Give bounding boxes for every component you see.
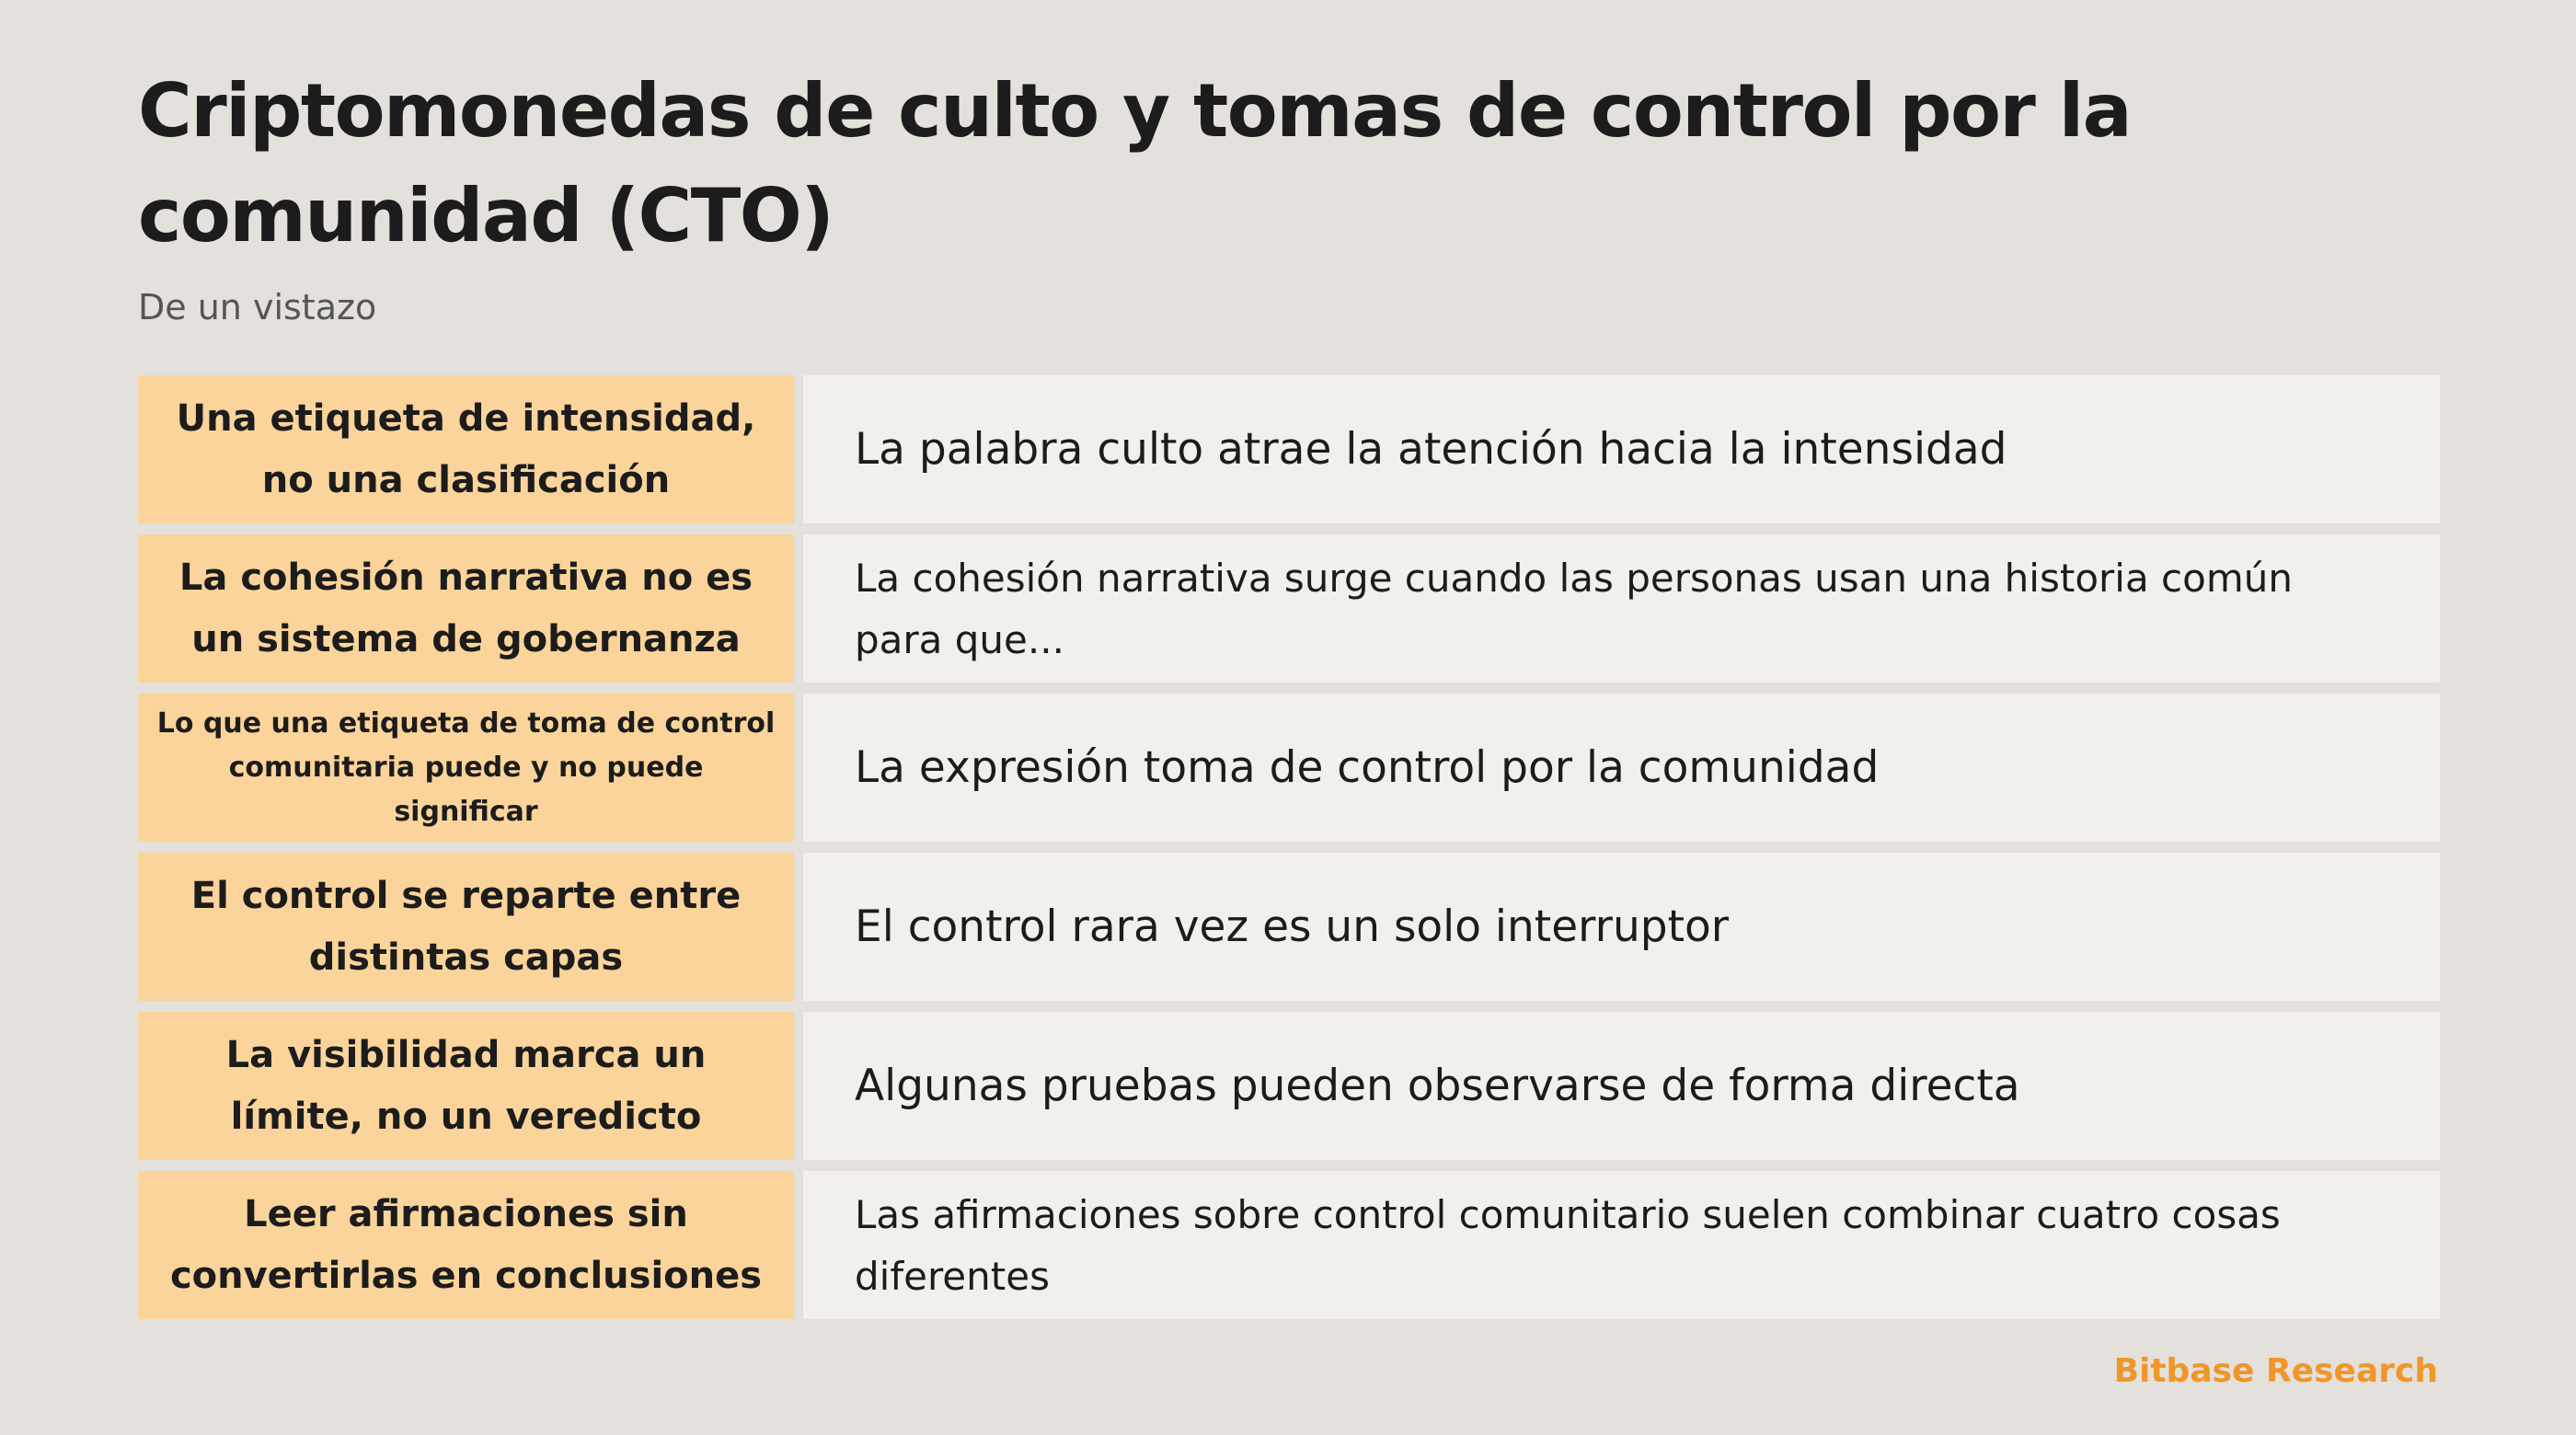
row-label: El control se reparte entre distintas capas [138, 853, 794, 1001]
page-subtitle: De un vistazo [138, 287, 377, 327]
row-label: Una etiqueta de intensidad, no una clasificación [138, 375, 794, 523]
summary-table [138, 375, 2440, 1330]
table-row [138, 694, 2440, 842]
row-description: Las afirmaciones sobre control comunitario suelen combinar cuatro cosas diferentes [803, 1171, 2440, 1319]
row-label: Leer afirmaciones sin convertirlas en conclusiones [138, 1171, 794, 1319]
row-description: La palabra culto atrae la atención hacia la intensidad [803, 375, 2440, 523]
row-description: El control rara vez es un solo interruptor [803, 853, 2440, 1001]
table-row [138, 1171, 2440, 1319]
row-label: Lo que una etiqueta de toma de control comunitaria puede y no puede significar [138, 694, 794, 842]
table-row [138, 1012, 2440, 1160]
row-description: La expresión toma de control por la comunidad [803, 694, 2440, 842]
brand-footer: Bitbase Research [2113, 1352, 2438, 1390]
table-row [138, 375, 2440, 523]
row-description: La cohesión narrativa surge cuando las personas usan una historia común para que... [803, 534, 2440, 683]
row-label: La cohesión narrativa no es un sistema de gobernanza [138, 534, 794, 683]
table-row [138, 853, 2440, 1001]
row-label: La visibilidad marca un límite, no un veredicto [138, 1012, 794, 1160]
table-row [138, 534, 2440, 683]
page-title: Criptomonedas de culto y tomas de control por la comunidad (CTO) [138, 68, 2132, 258]
row-description: Algunas pruebas pueden observarse de forma directa [803, 1012, 2440, 1160]
